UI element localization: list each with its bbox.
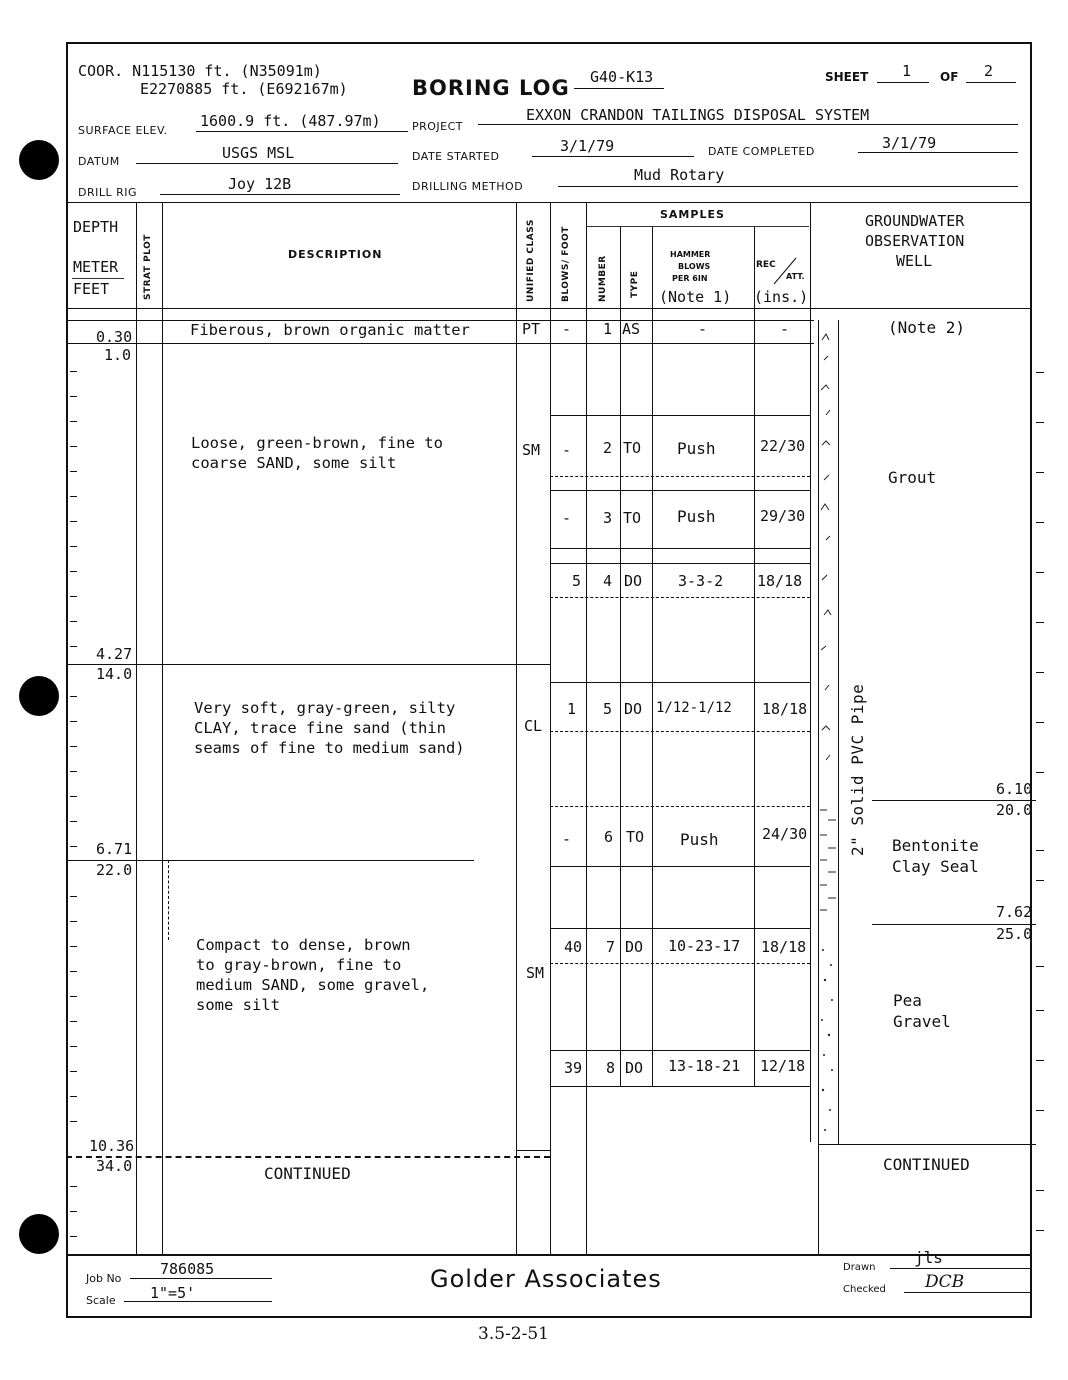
sample-2-blows: - <box>562 441 572 459</box>
project-label: PROJECT <box>412 120 464 133</box>
coordinates-east: E2270885 ft. (E692167m) <box>140 80 348 98</box>
sample-5-blows: 1 <box>567 700 577 718</box>
unified-class-header: UNIFIED CLASS <box>526 219 536 302</box>
coordinates-north: COOR. N115130 ft. (N35091m) <box>78 62 322 80</box>
drawn-label: Drawn <box>843 1262 876 1273</box>
depth-header: DEPTH <box>73 218 119 236</box>
sample-4-hammer: 3-3-2 <box>678 572 724 590</box>
depth-meter-3: 6.71 <box>96 840 133 858</box>
layer-4-description: Compact to dense, brown to gray-brown, fine to medium SAND, some gravel, some silt <box>196 936 430 1014</box>
bentonite-label-2: Clay Seal <box>892 857 979 876</box>
hammer-header-3: PER 6IN <box>672 274 708 283</box>
well-note: (Note 2) <box>888 318 966 337</box>
well-mark-2-feet: 25.0 <box>996 925 1033 943</box>
date-completed-value: 3/1/79 <box>882 134 937 152</box>
layer-3-class: CL <box>524 717 543 735</box>
depth-feet-3: 22.0 <box>96 861 133 879</box>
well-mark-1-meter: 6.10 <box>996 780 1033 798</box>
job-no-label: Job No <box>86 1272 122 1285</box>
hammer-header-1: HAMMER <box>670 250 711 259</box>
sample-7-type: DO <box>625 938 644 956</box>
drilling-method-label: DRILLING METHOD <box>412 180 524 193</box>
sheet-number: 1 <box>902 62 912 80</box>
layer-4-class: SM <box>526 964 545 982</box>
drill-rig-label: DRILL RIG <box>78 186 138 199</box>
pvc-pipe-label: 2" Solid PVC Pipe <box>848 683 867 856</box>
grout-label: Grout <box>888 468 937 487</box>
sample-1-hammer: - <box>698 320 708 338</box>
sample-6-rec: 24/30 <box>762 825 808 843</box>
sample-6-type: TO <box>626 828 645 846</box>
sample-2-rec: 22/30 <box>760 437 806 455</box>
layer-3-description: Very soft, gray-green, silty CLAY, trace fine sand (thin seams of fine to medium sand) <box>194 699 465 757</box>
depth-feet-4: 34.0 <box>96 1157 133 1175</box>
rec-att-slash <box>770 256 800 286</box>
binder-hole-top <box>19 140 59 180</box>
page-number: 3.5-2-51 <box>478 1324 549 1344</box>
drill-rig-value: Joy 12B <box>228 175 292 193</box>
gw-header-1: GROUNDWATER <box>865 212 965 230</box>
scale-value: 1"=5' <box>150 1284 196 1302</box>
sample-2-type: TO <box>623 439 642 457</box>
sample-4-type: DO <box>624 572 643 590</box>
feet-header: FEET <box>73 280 110 298</box>
hammer-note: (Note 1) <box>659 288 732 306</box>
depth-meter-2: 4.27 <box>96 645 133 663</box>
layer-1-description: Fiberous, brown organic matter <box>190 321 470 339</box>
date-started-label: DATE STARTED <box>412 150 500 163</box>
sample-8-hammer: 13-18-21 <box>668 1057 741 1075</box>
sample-1-blows: - <box>562 320 572 338</box>
scale-label: Scale <box>86 1294 116 1307</box>
layer-2-class: SM <box>522 441 541 459</box>
layer-2-description: Loose, green-brown, fine to coarse SAND, some silt <box>191 434 443 472</box>
depth-meter-4: 10.36 <box>89 1137 135 1155</box>
continued-right: CONTINUED <box>883 1155 970 1174</box>
date-completed-label: DATE COMPLETED <box>708 145 815 158</box>
sample-5-number: 5 <box>603 700 613 718</box>
sample-3-rec: 29/30 <box>760 507 806 525</box>
depth-feet-1: 1.0 <box>104 346 132 364</box>
datum-value: USGS MSL <box>222 144 295 162</box>
sample-4-rec: 18/18 <box>757 572 803 590</box>
datum-label: DATUM <box>78 155 120 168</box>
surface-elev-label: SURFACE ELEV. <box>78 124 168 137</box>
rec-header: REC <box>756 260 776 270</box>
sheet-label: SHEET <box>825 70 869 84</box>
sample-3-hammer: Push <box>677 507 716 526</box>
type-header: TYPE <box>630 270 640 298</box>
hammer-header-2: BLOWS <box>678 262 711 271</box>
drawn-value: jls <box>914 1248 943 1267</box>
grout-fill-pattern <box>818 320 838 1144</box>
boring-id: G40-K13 <box>590 68 654 86</box>
sample-8-type: DO <box>625 1059 644 1077</box>
sample-4-blows: 5 <box>572 572 582 590</box>
gw-header-3: WELL <box>896 252 933 270</box>
sample-3-blows: - <box>562 509 572 527</box>
checked-label: Checked <box>843 1284 886 1295</box>
att-header: ATT. <box>786 272 805 281</box>
surface-elev-value: 1600.9 ft. (487.97m) <box>200 112 381 130</box>
sample-4-number: 4 <box>603 572 613 590</box>
description-header: DESCRIPTION <box>288 248 383 261</box>
strat-plot-header: STRAT PLOT <box>143 234 153 300</box>
company-name: Golder Associates <box>430 1265 662 1293</box>
blows-foot-header: BLOWS/ FOOT <box>561 226 571 302</box>
sample-2-hammer: Push <box>677 439 716 458</box>
sample-1-type: AS <box>622 320 641 338</box>
sample-3-type: TO <box>623 509 642 527</box>
sample-1-number: 1 <box>603 320 613 338</box>
sample-1-rec: - <box>780 320 790 338</box>
depth-feet-2: 14.0 <box>96 665 133 683</box>
sample-8-rec: 12/18 <box>760 1057 806 1075</box>
sample-7-rec: 18/18 <box>761 938 807 956</box>
meter-header: METER <box>73 258 119 276</box>
number-header: NUMBER <box>598 255 608 302</box>
rec-units: (ins.) <box>754 288 809 306</box>
project-value: EXXON CRANDON TAILINGS DISPOSAL SYSTEM <box>526 106 870 124</box>
checked-initials: DCB <box>925 1272 965 1292</box>
sample-5-type: DO <box>624 700 643 718</box>
sample-6-number: 6 <box>604 828 614 846</box>
binder-hole-bottom <box>19 1214 59 1254</box>
sample-3-number: 3 <box>603 509 613 527</box>
binder-hole-middle <box>19 676 59 716</box>
sample-7-hammer: 10-23-17 <box>668 937 741 955</box>
depth-meter-1: 0.30 <box>96 328 133 346</box>
date-started-value: 3/1/79 <box>560 137 615 155</box>
sample-8-blows: 39 <box>564 1059 583 1077</box>
gw-header-2: OBSERVATION <box>865 232 965 250</box>
sample-6-hammer: Push <box>680 830 719 849</box>
sample-8-number: 8 <box>606 1059 616 1077</box>
drilling-method-value: Mud Rotary <box>634 166 725 184</box>
sample-6-blows: - <box>562 830 572 848</box>
well-mark-2-meter: 7.62 <box>996 903 1033 921</box>
sample-2-number: 2 <box>603 439 613 457</box>
well-mark-1-feet: 20.0 <box>996 801 1033 819</box>
sample-5-hammer: 1/12-1/12 <box>656 700 732 716</box>
samples-header: SAMPLES <box>660 208 725 221</box>
job-no-value: 786085 <box>160 1260 215 1278</box>
sample-5-rec: 18/18 <box>762 700 808 718</box>
sample-7-number: 7 <box>606 938 616 956</box>
sample-7-blows: 40 <box>564 938 583 956</box>
pea-gravel-label-2: Gravel <box>893 1012 951 1031</box>
sheet-total: 2 <box>984 62 994 80</box>
pea-gravel-label-1: Pea <box>893 991 922 1010</box>
of-label: OF <box>940 70 959 84</box>
form-title: BORING LOG <box>412 76 570 100</box>
layer-1-class: PT <box>522 320 541 338</box>
bentonite-label-1: Bentonite <box>892 836 979 855</box>
continued-left: CONTINUED <box>264 1164 351 1183</box>
